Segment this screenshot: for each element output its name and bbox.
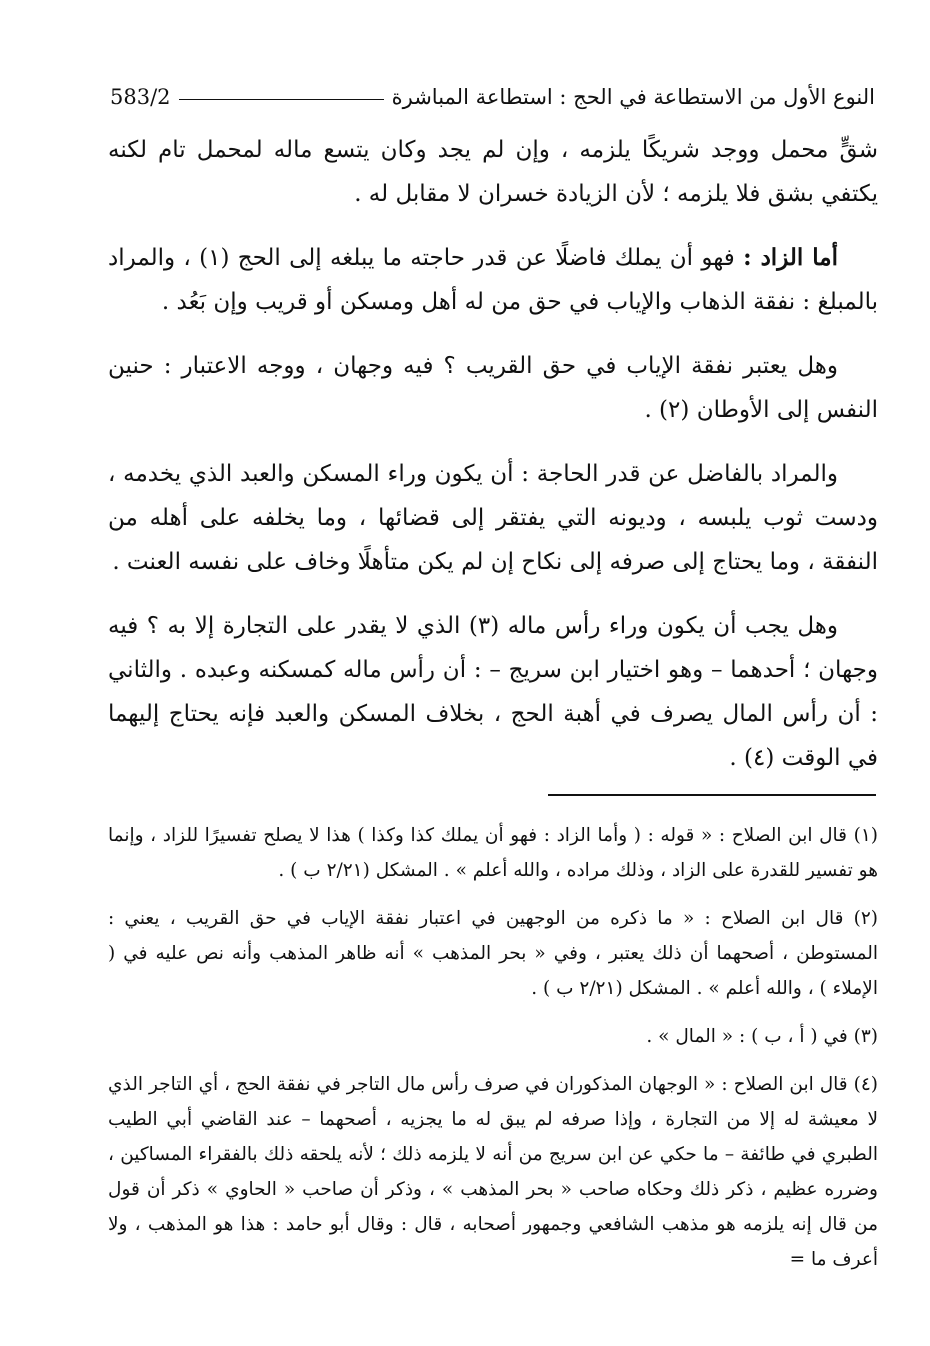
- paragraph: [108, 236, 878, 324]
- footnote: (٢) قال ابن الصلاح : « ما ذكره من الوجهين في اعتبار نفقة الإياب في حق القريب ، يعني : المستوطن ، أصحهما أن ذلك يعتبر ، وفي « بحر المذهب » أنه ظاهر المذهب وأنه نص عليه في ( الإملاء ) ، والله أعلم » . المشكل (٢/٢١ ب ) .: [108, 908, 878, 999]
- footnotes: [108, 818, 878, 1290]
- header-rule: [179, 99, 384, 100]
- footnote-separator: [548, 794, 876, 796]
- footnote: (٣) في ( أ ، ب ) : « المال » .: [646, 1026, 878, 1047]
- paragraph-text: وهل يجب أن يكون وراء رأس ماله (٣) الذي لا يقدر على التجارة إلا به ؟ فيه وجهان ؛ أحدهما – وهو اختيار ابن سريج – : أن رأس ماله كمسكنه وعبده . والثاني : أن رأس المال يصرف في أهبة الحج ، بخلاف المسكن والعبد فإنه يحتاج إليهما في الوقت (٤) .: [108, 613, 878, 771]
- paragraph-text: شقٍّ محمل ووجد شريكًا يلزمه ، وإن لم يجد وكان يتسع ماله لمحمل تام لكنه يكتفي بشق فلا يلزمه ؛ لأن الزيادة خسران لا مقابل له .: [108, 137, 878, 207]
- paragraph-text: والمراد بالفاضل عن قدر الحاجة : أن يكون وراء المسكن والعبد الذي يخدمه ، ودست ثوب يلبسه ، وديونه التي يفتقر إلى قضائها ، وما يخلفه على أهله من النفقة ، وما يحتاج إلى صرفه إلى نكاح إن لم يكن متأهلًا وخاف على نفسه العنت .: [108, 461, 878, 575]
- main-text: [108, 128, 878, 800]
- paragraph-text: فهو أن يملك فاضلًا عن قدر حاجته ما يبلغه إلى الحج (١) ، والمراد بالمبلغ : نفقة الذهاب والإياب في حق من له أهل ومسكن أو قريب وإن بَعُد .: [108, 245, 878, 315]
- running-header: [110, 80, 875, 114]
- page-number: 583/2: [110, 85, 171, 109]
- paragraph: [108, 128, 878, 216]
- paragraph-text: وهل يعتبر نفقة الإياب في حق القريب ؟ فيه وجهان ، ووجه الاعتبار : حنين النفس إلى الأوطان (٢) .: [108, 353, 878, 423]
- section-lead: أما الزاد :: [743, 244, 838, 271]
- footnote: (٤) قال ابن الصلاح : « الوجهان المذكوران في صرف رأس مال التاجر في نفقة الحج ، أي التاجر الذي لا معيشة له إلا من التجارة ، وإذا صرفه لم يبق له ما يجزيه ، أصحهما – عند القاضي أبي الطيب الطبري في طائفة – ما حكي عن ابن سريج من أنه لا يلزمه ذلك ؛ لأنه يلحقه ذلك بالفقراء المساكين ، وضرره عظيم ، ذكر ذلك وحكاه صاحب « بحر المذهب » ، وذكر أن صاحب « الحاوي » ذكر أن قول من قال إنه يلزمه هو مذهب الشافعي وجمهور أصحابه ، قال : وقال أبو حامد : هذا هو المذهب ، ولا أعرف ما =: [108, 1074, 878, 1270]
- paragraph: [108, 344, 878, 432]
- footnote: (١) قال ابن الصلاح : « قوله : ( وأما الزاد : فهو أن يملك كذا وكذا ) هذا لا يصلح تفسيرًا للزاد ، وإنما هو تفسير للقدرة على الزاد ، وذلك مراده ، والله أعلم » . المشكل (٢/٢١ ب ) .: [108, 825, 878, 881]
- running-title: النوع الأول من الاستطاعة في الحج : استطاعة المباشرة: [391, 85, 875, 109]
- paragraph: [108, 452, 878, 584]
- paragraph: [108, 604, 878, 780]
